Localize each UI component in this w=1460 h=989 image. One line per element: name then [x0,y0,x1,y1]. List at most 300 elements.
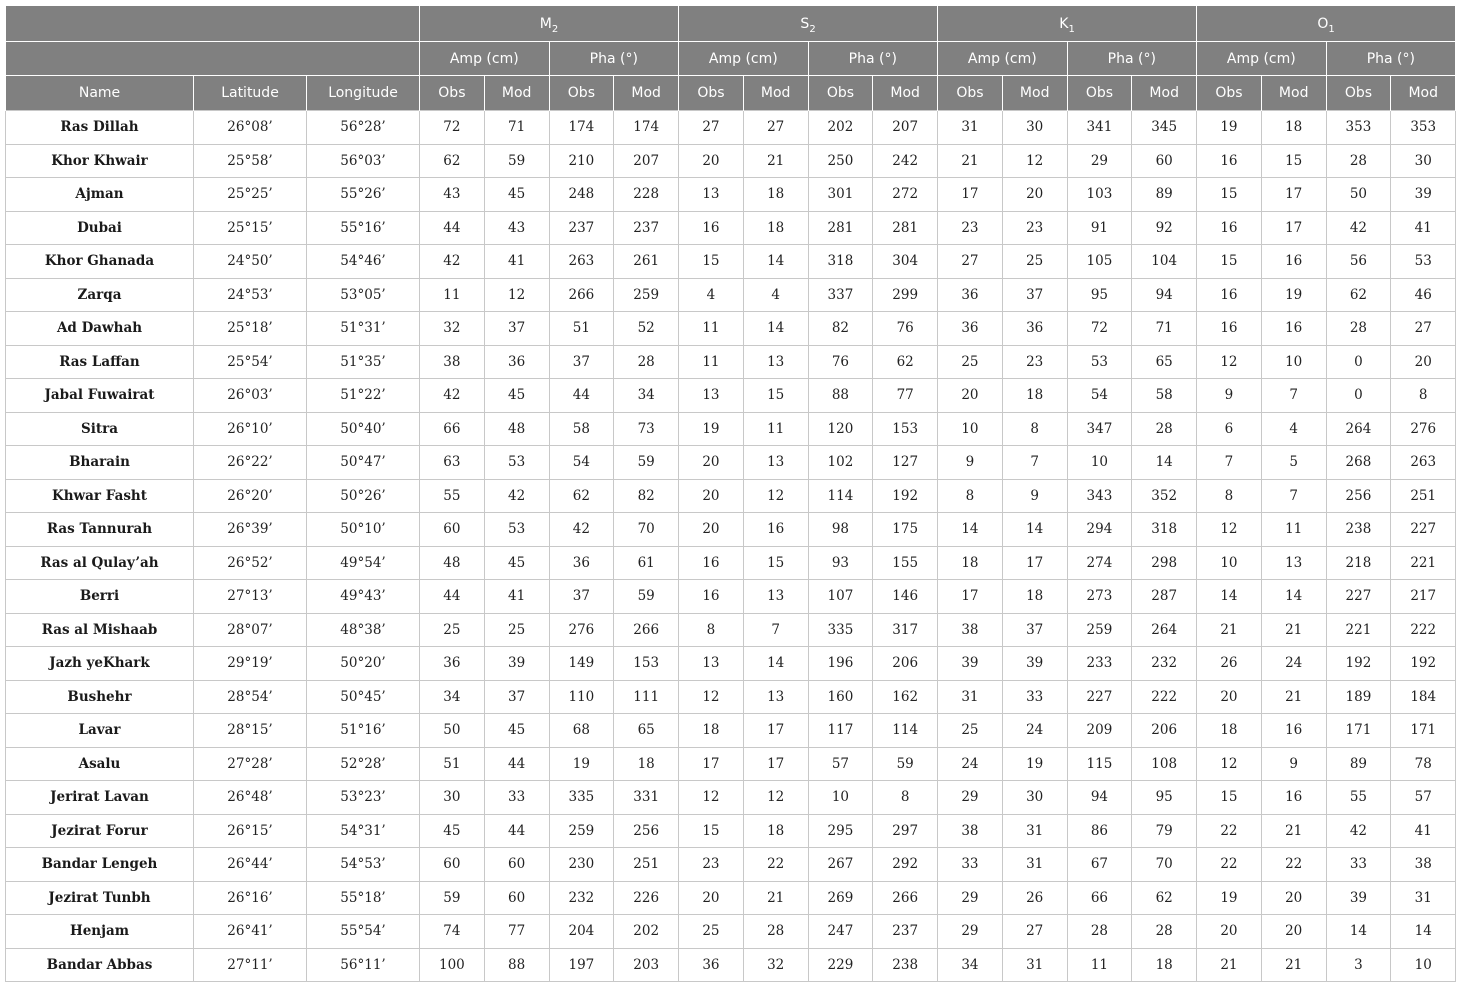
longitude-cell: 54°46’ [307,245,420,279]
table-row [6,312,1456,346]
value-cell: 20 [679,144,744,178]
latitude-cell: 24°50’ [194,245,307,279]
table-row [6,111,1456,145]
value-cell: 266 [873,881,938,915]
value-cell: 41 [484,580,549,614]
value-cell: 114 [873,714,938,748]
value-cell: 46 [1391,278,1456,312]
value-cell: 23 [1002,211,1067,245]
value-cell: 16 [1197,312,1262,346]
value-cell: 43 [420,178,485,212]
value-cell: 48 [484,412,549,446]
value-cell: 0 [1326,379,1391,413]
value-cell: 14 [743,245,808,279]
value-cell: 28 [743,915,808,949]
value-cell: 11 [1261,513,1326,547]
value-cell: 317 [873,613,938,647]
value-cell: 15 [1197,245,1262,279]
table-row [6,881,1456,915]
value-cell: 36 [679,948,744,982]
station-name-cell: Zarqa [6,278,194,312]
value-cell: 65 [614,714,679,748]
value-cell: 19 [1002,747,1067,781]
value-cell: 18 [1132,948,1197,982]
value-cell: 21 [1261,680,1326,714]
value-cell: 33 [1326,848,1391,882]
value-cell: 10 [1067,446,1132,480]
latitude-cell: 26°39’ [194,513,307,547]
value-cell: 160 [808,680,873,714]
longitude-cell: 50°45’ [307,680,420,714]
value-cell: 26 [1197,647,1262,681]
value-cell: 18 [1197,714,1262,748]
value-cell: 238 [1326,513,1391,547]
tidal-constituents-table-container [5,5,1455,982]
value-cell: 228 [614,178,679,212]
value-cell: 25 [1002,245,1067,279]
value-cell: 98 [808,513,873,547]
column-header-mod: Mod [743,76,808,111]
value-cell: 25 [679,915,744,949]
header-row-columns [6,76,1456,111]
value-cell: 226 [614,881,679,915]
value-cell: 59 [614,580,679,614]
value-cell: 250 [808,144,873,178]
value-cell: 17 [938,178,1003,212]
latitude-cell: 26°48’ [194,781,307,815]
value-cell: 45 [484,379,549,413]
table-row [6,412,1456,446]
value-cell: 227 [1326,580,1391,614]
value-cell: 71 [484,111,549,145]
value-cell: 25 [938,714,1003,748]
value-cell: 58 [1132,379,1197,413]
value-cell: 18 [1002,379,1067,413]
value-cell: 30 [1002,111,1067,145]
value-cell: 318 [1132,513,1197,547]
value-cell: 210 [549,144,614,178]
value-cell: 86 [1067,814,1132,848]
table-row [6,814,1456,848]
latitude-cell: 24°53’ [194,278,307,312]
value-cell: 23 [1002,345,1067,379]
value-cell: 301 [808,178,873,212]
longitude-cell: 50°26’ [307,479,420,513]
value-cell: 93 [808,546,873,580]
value-cell: 8 [1197,479,1262,513]
value-cell: 51 [420,747,485,781]
longitude-cell: 49°43’ [307,580,420,614]
value-cell: 73 [614,412,679,446]
table-row [6,211,1456,245]
value-cell: 221 [1326,613,1391,647]
value-cell: 297 [873,814,938,848]
constituent-symbol: O [1317,15,1329,32]
station-name-cell: Jezirat Forur [6,814,194,848]
value-cell: 28 [1067,915,1132,949]
value-cell: 298 [1132,546,1197,580]
value-cell: 53 [484,513,549,547]
value-cell: 56 [1326,245,1391,279]
value-cell: 189 [1326,680,1391,714]
value-cell: 18 [1261,111,1326,145]
table-row [6,479,1456,513]
value-cell: 171 [1326,714,1391,748]
value-cell: 62 [549,479,614,513]
latitude-cell: 26°10’ [194,412,307,446]
value-cell: 345 [1132,111,1197,145]
longitude-cell: 56°03’ [307,144,420,178]
value-cell: 16 [1261,312,1326,346]
value-cell: 44 [420,211,485,245]
value-cell: 263 [1391,446,1456,480]
value-cell: 174 [614,111,679,145]
latitude-cell: 26°15’ [194,814,307,848]
value-cell: 15 [679,245,744,279]
value-cell: 29 [1067,144,1132,178]
column-header-mod: Mod [1261,76,1326,111]
value-cell: 19 [1197,111,1262,145]
station-name-cell: Ras Dillah [6,111,194,145]
value-cell: 44 [549,379,614,413]
column-header-longitude: Longitude [307,76,420,111]
value-cell: 53 [1067,345,1132,379]
group-header-pha: Pha (°) [1067,42,1197,76]
longitude-cell: 51°31’ [307,312,420,346]
constituent-symbol: K [1059,15,1069,32]
table-row [6,781,1456,815]
value-cell: 120 [808,412,873,446]
value-cell: 14 [938,513,1003,547]
value-cell: 217 [1391,580,1456,614]
value-cell: 57 [808,747,873,781]
value-cell: 41 [1391,814,1456,848]
value-cell: 16 [1197,144,1262,178]
station-name-cell: Dubai [6,211,194,245]
value-cell: 175 [873,513,938,547]
value-cell: 15 [743,546,808,580]
value-cell: 14 [1132,446,1197,480]
value-cell: 94 [1132,278,1197,312]
value-cell: 272 [873,178,938,212]
value-cell: 10 [808,781,873,815]
value-cell: 30 [420,781,485,815]
value-cell: 14 [743,647,808,681]
value-cell: 27 [1391,312,1456,346]
value-cell: 230 [549,848,614,882]
value-cell: 19 [679,412,744,446]
longitude-cell: 53°05’ [307,278,420,312]
station-name-cell: Khwar Fasht [6,479,194,513]
value-cell: 251 [614,848,679,882]
value-cell: 196 [808,647,873,681]
value-cell: 28 [614,345,679,379]
station-name-cell: Henjam [6,915,194,949]
value-cell: 33 [938,848,1003,882]
station-name-cell: Ras al Mishaab [6,613,194,647]
value-cell: 20 [1261,881,1326,915]
value-cell: 12 [679,680,744,714]
table-row [6,446,1456,480]
table-row [6,848,1456,882]
value-cell: 88 [808,379,873,413]
value-cell: 16 [679,580,744,614]
value-cell: 39 [1391,178,1456,212]
longitude-cell: 54°31’ [307,814,420,848]
value-cell: 16 [743,513,808,547]
value-cell: 10 [1391,948,1456,982]
value-cell: 53 [1391,245,1456,279]
value-cell: 44 [420,580,485,614]
station-name-cell: Lavar [6,714,194,748]
value-cell: 20 [1197,680,1262,714]
value-cell: 352 [1132,479,1197,513]
longitude-cell: 52°28’ [307,747,420,781]
value-cell: 21 [743,144,808,178]
station-name-cell: Ras al Qulay’ah [6,546,194,580]
value-cell: 207 [614,144,679,178]
value-cell: 287 [1132,580,1197,614]
value-cell: 237 [873,915,938,949]
value-cell: 37 [549,345,614,379]
value-cell: 274 [1067,546,1132,580]
value-cell: 222 [1132,680,1197,714]
value-cell: 281 [808,211,873,245]
value-cell: 8 [1002,412,1067,446]
value-cell: 62 [873,345,938,379]
value-cell: 61 [614,546,679,580]
value-cell: 4 [1261,412,1326,446]
value-cell: 256 [614,814,679,848]
value-cell: 16 [1261,781,1326,815]
value-cell: 269 [808,881,873,915]
value-cell: 59 [484,144,549,178]
value-cell: 105 [1067,245,1132,279]
value-cell: 26 [1002,881,1067,915]
value-cell: 233 [1067,647,1132,681]
value-cell: 110 [549,680,614,714]
value-cell: 27 [743,111,808,145]
column-header-obs: Obs [549,76,614,111]
column-header-mod: Mod [1391,76,1456,111]
value-cell: 266 [549,278,614,312]
value-cell: 17 [743,747,808,781]
value-cell: 22 [1197,814,1262,848]
value-cell: 10 [1261,345,1326,379]
value-cell: 111 [614,680,679,714]
value-cell: 20 [1197,915,1262,949]
value-cell: 18 [743,178,808,212]
value-cell: 155 [873,546,938,580]
value-cell: 95 [1132,781,1197,815]
value-cell: 72 [420,111,485,145]
group-header-pha: Pha (°) [808,42,938,76]
table-row [6,714,1456,748]
value-cell: 21 [938,144,1003,178]
value-cell: 42 [484,479,549,513]
table-row [6,613,1456,647]
column-header-obs: Obs [679,76,744,111]
value-cell: 39 [1326,881,1391,915]
value-cell: 206 [1132,714,1197,748]
value-cell: 88 [484,948,549,982]
value-cell: 34 [614,379,679,413]
station-name-cell: Ras Tannurah [6,513,194,547]
value-cell: 59 [420,881,485,915]
longitude-cell: 49°54’ [307,546,420,580]
value-cell: 51 [549,312,614,346]
value-cell: 6 [1197,412,1262,446]
value-cell: 107 [808,580,873,614]
table-row [6,379,1456,413]
value-cell: 335 [549,781,614,815]
value-cell: 22 [743,848,808,882]
value-cell: 13 [743,680,808,714]
header-blank-cell [6,6,420,42]
constituent-subscript: 1 [1328,23,1335,35]
value-cell: 11 [420,278,485,312]
value-cell: 19 [549,747,614,781]
value-cell: 202 [614,915,679,949]
latitude-cell: 26°20’ [194,479,307,513]
value-cell: 247 [808,915,873,949]
group-header-amp: Amp (cm) [938,42,1068,76]
value-cell: 242 [873,144,938,178]
value-cell: 39 [484,647,549,681]
value-cell: 18 [938,546,1003,580]
value-cell: 248 [549,178,614,212]
value-cell: 16 [1197,278,1262,312]
value-cell: 14 [1197,580,1262,614]
latitude-cell: 25°58’ [194,144,307,178]
value-cell: 9 [1002,479,1067,513]
value-cell: 16 [1261,245,1326,279]
latitude-cell: 26°08’ [194,111,307,145]
station-name-cell: Bandar Abbas [6,948,194,982]
value-cell: 12 [1002,144,1067,178]
station-name-cell: Berri [6,580,194,614]
value-cell: 28 [1326,144,1391,178]
value-cell: 237 [614,211,679,245]
column-header-name: Name [6,76,194,111]
value-cell: 95 [1067,278,1132,312]
latitude-cell: 25°25’ [194,178,307,212]
value-cell: 13 [743,580,808,614]
value-cell: 77 [873,379,938,413]
value-cell: 347 [1067,412,1132,446]
longitude-cell: 50°20’ [307,647,420,681]
value-cell: 295 [808,814,873,848]
value-cell: 206 [873,647,938,681]
longitude-cell: 50°40’ [307,412,420,446]
longitude-cell: 55°16’ [307,211,420,245]
value-cell: 17 [679,747,744,781]
constituent-subscript: 1 [1068,23,1075,35]
station-name-cell: Jabal Fuwairat [6,379,194,413]
value-cell: 92 [1132,211,1197,245]
value-cell: 11 [1067,948,1132,982]
value-cell: 20 [1391,345,1456,379]
value-cell: 294 [1067,513,1132,547]
value-cell: 42 [1326,814,1391,848]
column-header-mod: Mod [614,76,679,111]
value-cell: 78 [1391,747,1456,781]
value-cell: 70 [1132,848,1197,882]
value-cell: 27 [679,111,744,145]
value-cell: 38 [938,613,1003,647]
header-row-constituents [6,6,1456,42]
value-cell: 218 [1326,546,1391,580]
value-cell: 66 [420,412,485,446]
group-header-amp: Amp (cm) [420,42,550,76]
value-cell: 209 [1067,714,1132,748]
value-cell: 13 [679,178,744,212]
value-cell: 25 [484,613,549,647]
value-cell: 9 [1197,379,1262,413]
value-cell: 203 [614,948,679,982]
value-cell: 38 [938,814,1003,848]
station-name-cell: Khor Khwair [6,144,194,178]
value-cell: 18 [614,747,679,781]
latitude-cell: 27°11’ [194,948,307,982]
value-cell: 11 [679,345,744,379]
value-cell: 37 [484,312,549,346]
value-cell: 36 [420,647,485,681]
value-cell: 318 [808,245,873,279]
value-cell: 94 [1067,781,1132,815]
table-row [6,948,1456,982]
constituent-symbol: M [539,15,552,32]
table-row [6,245,1456,279]
value-cell: 174 [549,111,614,145]
value-cell: 37 [1002,278,1067,312]
value-cell: 259 [1067,613,1132,647]
column-header-mod: Mod [1002,76,1067,111]
value-cell: 304 [873,245,938,279]
value-cell: 343 [1067,479,1132,513]
column-header-obs: Obs [1197,76,1262,111]
value-cell: 281 [873,211,938,245]
value-cell: 127 [873,446,938,480]
longitude-cell: 54°53’ [307,848,420,882]
value-cell: 20 [679,479,744,513]
value-cell: 184 [1391,680,1456,714]
value-cell: 36 [484,345,549,379]
value-cell: 20 [679,881,744,915]
value-cell: 62 [420,144,485,178]
value-cell: 15 [1197,781,1262,815]
value-cell: 335 [808,613,873,647]
value-cell: 29 [938,915,1003,949]
group-header-amp: Amp (cm) [1197,42,1327,76]
value-cell: 229 [808,948,873,982]
value-cell: 18 [743,814,808,848]
value-cell: 19 [1261,278,1326,312]
value-cell: 31 [1391,881,1456,915]
constituent-header [1197,6,1456,42]
value-cell: 232 [549,881,614,915]
column-header-obs: Obs [1326,76,1391,111]
value-cell: 79 [1132,814,1197,848]
value-cell: 100 [420,948,485,982]
value-cell: 299 [873,278,938,312]
value-cell: 13 [1261,546,1326,580]
value-cell: 36 [549,546,614,580]
value-cell: 153 [614,647,679,681]
value-cell: 14 [743,312,808,346]
table-row [6,144,1456,178]
constituent-subscript: 2 [551,23,559,35]
